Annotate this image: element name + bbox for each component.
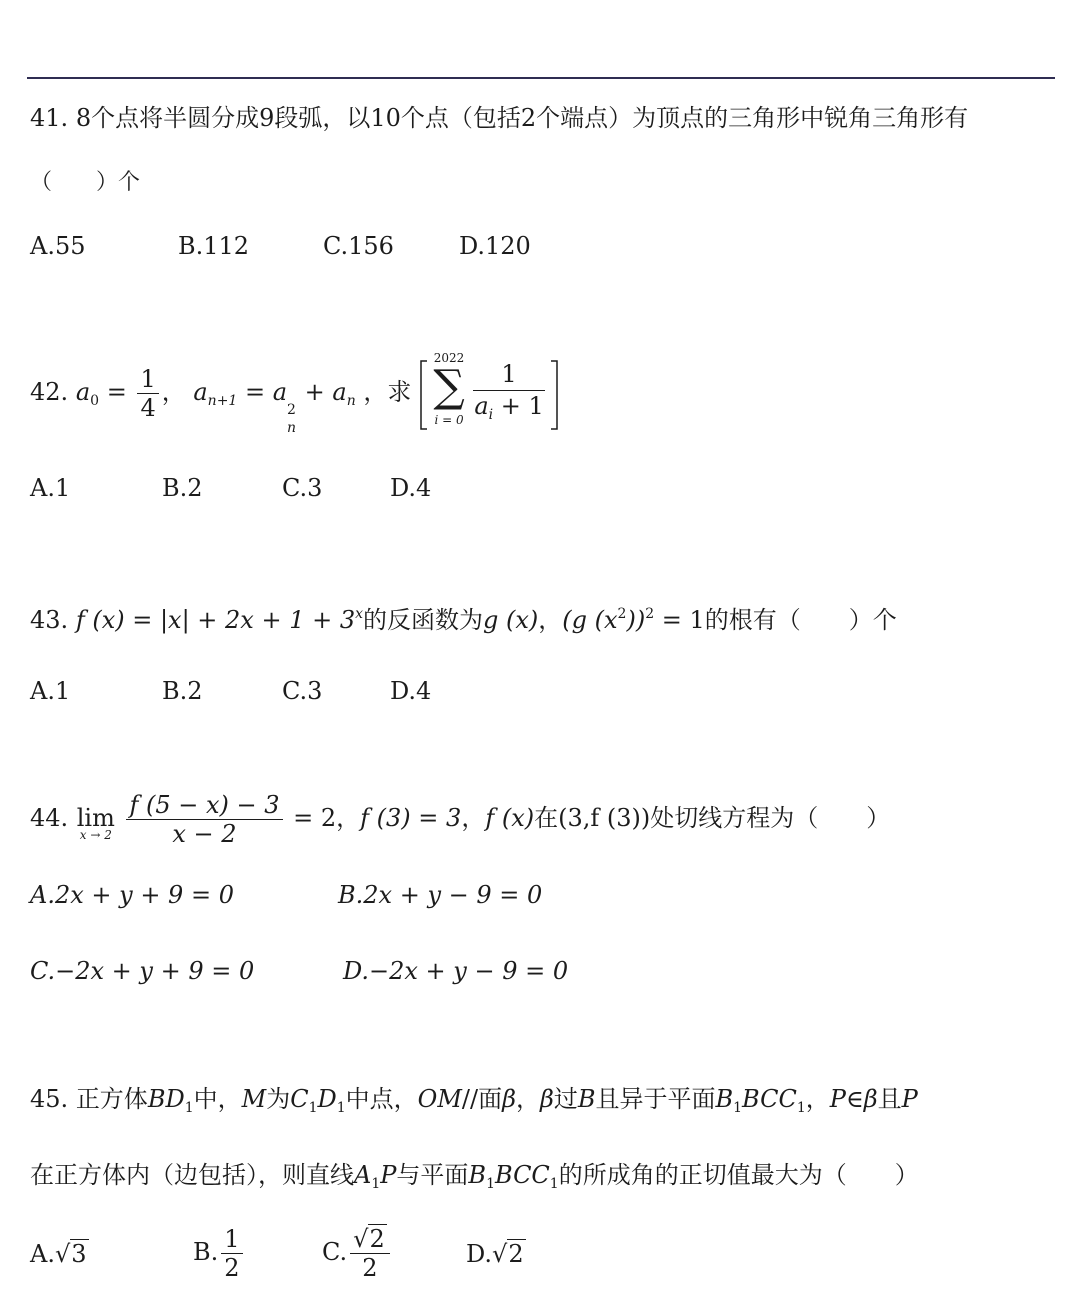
q42-frac-quarter: $\frac{1}{4}$ — [137, 365, 158, 422]
q45-text-8: 且异于平面 — [595, 1085, 716, 1113]
q45-p-2: P — [901, 1085, 918, 1113]
q42-term-den: $a_i + 1$ — [474, 391, 544, 423]
q45-beta-2: β — [539, 1085, 554, 1113]
q44-option-c: C.−2x + y + 9 = 0 — [30, 957, 255, 985]
q44-sep2: ， — [461, 804, 486, 832]
q45-b1bcc1-2: $B_1BCC_1$ — [468, 1161, 559, 1192]
q42-line — [30, 350, 559, 436]
q45-option-c: C. $\frac{√2}{2}$ — [322, 1222, 393, 1282]
q41-option-c: C.156 — [323, 232, 394, 260]
q45-beta: β — [502, 1085, 516, 1113]
q42-option-b: B.2 — [162, 474, 203, 502]
q45-line1 — [30, 1081, 918, 1126]
q43-expr: f $(x) = |x| + 2x + 1 + 3^x$ — [75, 606, 364, 634]
q42-number: 42. — [30, 378, 69, 406]
q42-a0: $a_0$ — [75, 378, 100, 409]
q45-in: ∈ — [845, 1085, 864, 1113]
q44-text-2: 处切线方程为（ ） — [650, 804, 891, 832]
header-rule — [27, 77, 1055, 79]
q45-text-4: 中点， — [345, 1085, 418, 1113]
q45-text-9: ， — [805, 1085, 830, 1113]
q41-line1 — [30, 100, 968, 136]
q45-om: OM — [417, 1085, 462, 1113]
q45-m: M — [241, 1085, 267, 1113]
q45-a1p: $A_1P$ — [354, 1161, 397, 1192]
q43-text-3: 的根有（ ）个 — [704, 606, 897, 634]
q42-sum-upper: 2022 — [433, 350, 465, 365]
q43-option-a: A.1 — [30, 677, 71, 705]
q42-floor-bracket — [419, 350, 559, 434]
q45-line2-text-2: 与平面 — [396, 1161, 469, 1189]
q45-line2-text-3: 的所成角的正切值最大为（ ） — [558, 1161, 919, 1189]
q43-option-d: D.4 — [390, 677, 432, 705]
q43-equation: (g $(x^2))^2 = 1$ — [562, 606, 705, 634]
q44-sep: ， — [336, 804, 361, 832]
q41-text-1: 8个点将半圆分成9段弧，以10个点（包括2个端点）为顶点的三角形中锐角三角形有 — [75, 104, 969, 132]
q43-text-1: 的反函数为 — [363, 606, 484, 634]
q41-text-2: （ ）个 — [30, 170, 141, 195]
q41-number: 41. — [30, 104, 69, 132]
q41-option-b: B.112 — [178, 232, 250, 260]
q45-option-a: A.√3 — [30, 1236, 89, 1272]
q41-option-d: D.120 — [459, 232, 531, 260]
q44-text-1: 在 — [534, 804, 559, 832]
q44-point: (3,f (3)) — [558, 804, 651, 832]
q45-text-7: 过 — [553, 1085, 578, 1113]
q45-text-10: 且 — [877, 1085, 902, 1113]
q41-line2 — [30, 165, 140, 201]
q44-line — [30, 782, 890, 854]
q43-text-2: ， — [538, 606, 563, 634]
q43-option-c: C.3 — [282, 677, 323, 705]
q45-option-c-frac: $\frac{√2}{2}$ — [350, 1225, 390, 1282]
q45-bd1: $BD_1$ — [147, 1085, 194, 1116]
q45-text-5: 面 — [478, 1085, 503, 1113]
q44-option-a: A.2x + y + 9 = 0 — [30, 881, 234, 909]
q42-sep: ， — [161, 378, 186, 406]
q44-f3: f (3) = 3 — [360, 804, 462, 832]
q45-parallel: // — [461, 1085, 479, 1113]
q44-limit: lim x → 2 — [76, 804, 115, 842]
q44-fraction: $\frac{f (5 - x) - 3}{x - 2}$ — [126, 791, 282, 848]
q45-beta-3: β — [863, 1085, 878, 1113]
q42-ask: ，求 — [363, 378, 412, 406]
q44-number: 44. — [30, 804, 69, 832]
q45-line2 — [30, 1157, 919, 1202]
q45-c1d1: $C_1D_1$ — [290, 1085, 346, 1116]
q45-option-b: B. $\frac{1}{2}$ — [193, 1222, 246, 1282]
q45-text-3: 为 — [266, 1085, 291, 1113]
q45-option-b-frac: $\frac{1}{2}$ — [221, 1225, 242, 1282]
q45-line2-text-1: 在正方体内（边包括），则直线 — [30, 1161, 354, 1189]
q45-option-d-sqrt: √2 — [492, 1240, 524, 1268]
q45-p: P — [829, 1085, 846, 1113]
q44-eq: = 2 — [293, 804, 337, 832]
q45-text-6: ， — [515, 1085, 540, 1113]
q42-eq: = — [106, 378, 127, 406]
q42-option-a: A.1 — [30, 474, 71, 502]
q42-recurrence: $a_{n+1} = a$ 2 n + $a_n$ — [193, 378, 356, 436]
q42-right-bracket — [551, 361, 557, 429]
q42-sum-lower: i = 0 — [434, 412, 464, 427]
q43-line — [30, 596, 897, 638]
q42-option-c: C.3 — [282, 474, 323, 502]
q45-text-2: 中， — [193, 1085, 242, 1113]
q45-number: 45. — [30, 1085, 69, 1113]
q44-option-b: B.2x + y − 9 = 0 — [338, 881, 543, 909]
q42-option-d: D.4 — [390, 474, 432, 502]
q43-number: 43. — [30, 606, 69, 634]
q43-gx: g (x) — [483, 606, 539, 634]
q43-option-b: B.2 — [162, 677, 203, 705]
q42-term-num: 1 — [501, 359, 517, 388]
q45-option-a-sqrt: √3 — [54, 1240, 87, 1268]
q45-option-d: D.√2 — [466, 1236, 526, 1272]
q45-text-1: 正方体 — [75, 1085, 148, 1113]
q45-b1bcc1: $B_1BCC_1$ — [715, 1085, 806, 1116]
q42-left-bracket — [421, 361, 427, 429]
q44-option-d: D.−2x + y − 9 = 0 — [343, 957, 569, 985]
q42-term-bar — [473, 390, 545, 391]
q42-sum-symbol: ∑ — [433, 360, 465, 412]
q41-option-a: A.55 — [30, 232, 86, 260]
q44-fx: f (x) — [485, 804, 535, 832]
q45-b: B — [577, 1085, 596, 1113]
